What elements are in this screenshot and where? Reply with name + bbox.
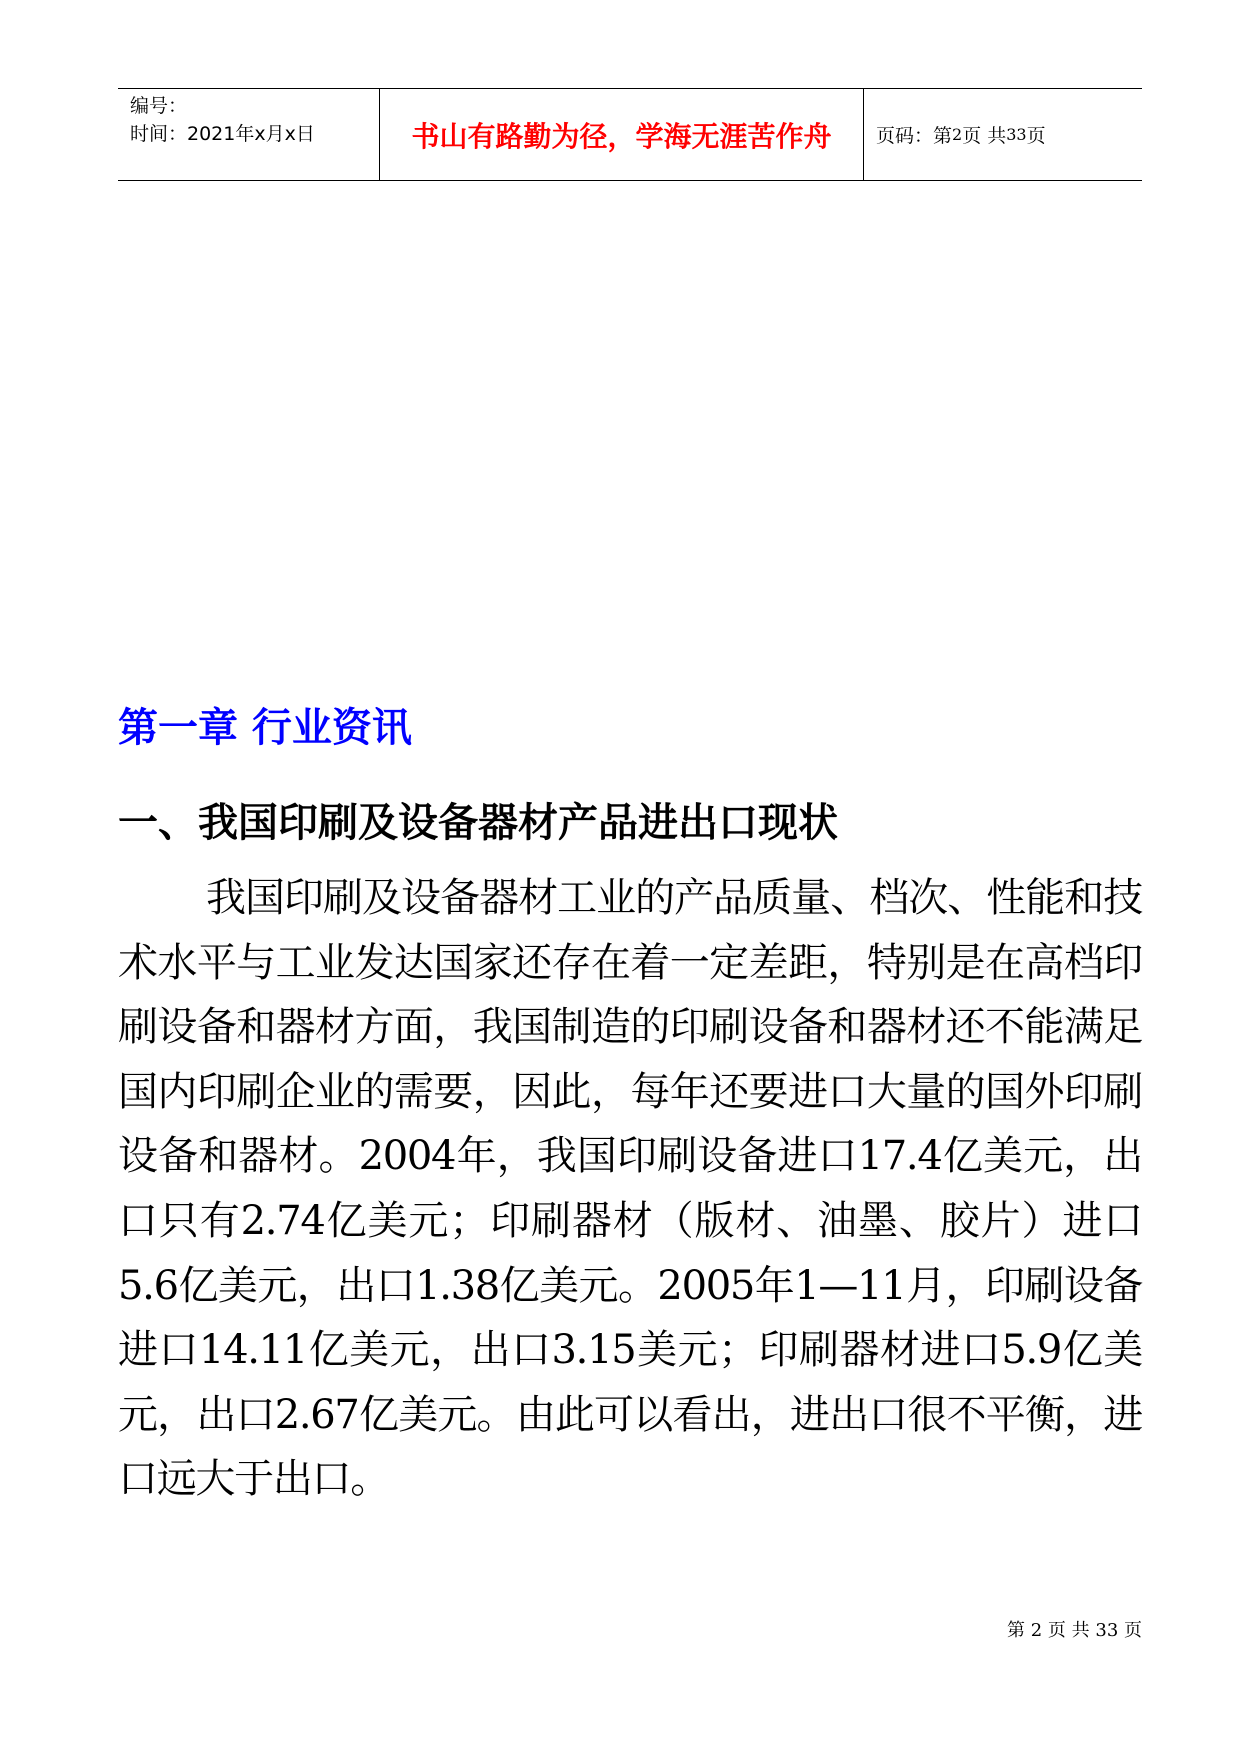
page-footer: 第 2 页 共 33 页 bbox=[1007, 1620, 1142, 1641]
header-info-cell bbox=[118, 89, 380, 180]
page-header bbox=[118, 88, 1142, 181]
number-label: 编号： bbox=[130, 95, 188, 117]
page-label: 页码：第 bbox=[876, 125, 953, 147]
header-motto: 书山有路勤为径，学海无涯苦作舟 bbox=[380, 89, 864, 180]
chapter-title: 第一章 行业资讯 bbox=[118, 705, 412, 751]
header-page-info bbox=[864, 89, 1142, 180]
section-title: 一、我国印刷及设备器材产品进出口现状 bbox=[118, 800, 838, 846]
page-number: 2 bbox=[952, 125, 963, 144]
body-paragraph: 我国印刷及设备器材工业的产品质量、档次、性能和技术水平与工业发达国家还存在着一定差距，特别是在高档印刷设备和器材方面，我国制造的印刷设备和器材还不能满足国内印刷企业的需要，因此，每年还要进口大量的国外印刷设备和器材。2004年，我国印刷设备进口17.4亿美元，出口只有2.74亿美元；印刷器材（版材、油墨、胶片）进口5.6亿美元，出口1.38亿美元。2005年1—11月，印刷设备进口14.11亿美元，出口3.15美元；印刷器材进口5.9亿美元，出口2.67亿美元。由此可以看出，进出口很不平衡，进口远大于出口。 bbox=[118, 875, 1142, 1503]
time-label: 时间：2021年x月x日 bbox=[130, 123, 315, 145]
page-total: 33 bbox=[1006, 125, 1027, 144]
page-end: 页 bbox=[1026, 125, 1046, 147]
page-mid: 页 共 bbox=[962, 125, 1007, 147]
